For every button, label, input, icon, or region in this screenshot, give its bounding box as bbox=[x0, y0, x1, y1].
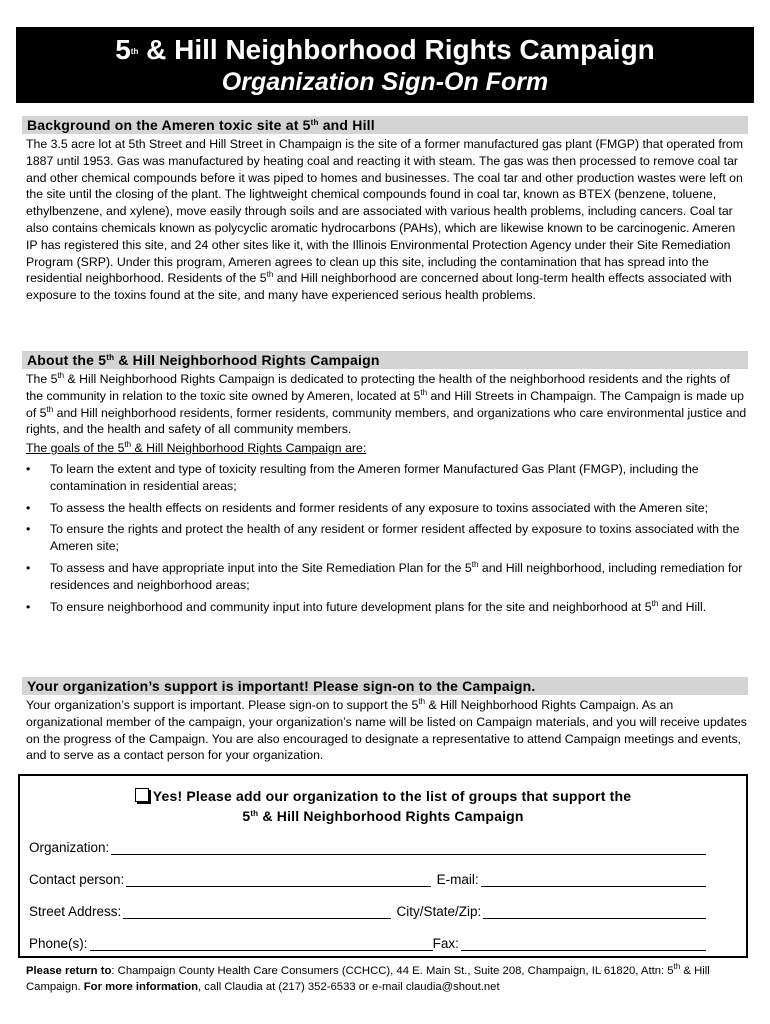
contact-label: Contact person: bbox=[29, 872, 125, 887]
list-item: • To assess the health effects on residents and former residents of any exposure to toxins associated with the Ameren site; bbox=[26, 500, 709, 515]
sign-on-checkbox[interactable] bbox=[135, 788, 149, 802]
goals-heading: The goals of the 5th & Hill Neighborhood Rights Campaign are: bbox=[26, 440, 367, 456]
street-address-field[interactable] bbox=[123, 904, 390, 919]
email-field[interactable] bbox=[481, 872, 706, 887]
street-address-label: Street Address: bbox=[29, 904, 122, 919]
address-row bbox=[29, 904, 706, 919]
support-heading: Your organization’s support is important! Please sign-on to the Campaign. bbox=[22, 677, 748, 695]
about-section bbox=[22, 351, 748, 620]
bullet-icon: • bbox=[26, 461, 31, 476]
form-subtitle: Organization Sign-On Form bbox=[221, 68, 549, 96]
background-paragraph: The 3.5 acre lot at 5th Street and Hill Street in Champaign is the site of a former manufactured gas plant (FMGP) that operated from 1887 until 1953. Gas was manufactured by heating coal and reacting it with steam. The gas was then processed to remove coal tar and other chemical compounds before it was piped to homes and businesses. The coal tar and other production wastes were left on the site until the closing of the plant. The lightweight chemical compounds found in coal tar, known as BTEX (benzene, toluene, ethylbenzene, and xylene), move easily through soils and are associated with various health problems, including cancers. Coal tar also contains chemicals known as polycyclic aromatic hydrocarbons (PAHs), which are likewise known to be carcinogenic. Ameren IP has registered this site, and 24 other sites like it, with the Illinois Environmental Protection Agency under their Site Remediation Program (SRP). Under this program, Ameren agrees to clean up this site, including the contamination that has spread into the residential neighborhood. Residents of the 5th and Hill neighborhood are concerned about long-term health effects associated with exposure to the toxins found at the site, and many have experienced serious health problems. bbox=[26, 137, 743, 303]
bullet-icon: • bbox=[26, 599, 31, 614]
phone-row bbox=[29, 936, 706, 951]
list-item: • To learn the extent and type of toxicity resulting from the Ameren former Manufactured Gas Plant (FMGP), including the contamination in residential areas; bbox=[26, 461, 699, 493]
city-state-zip-label: City/State/Zip: bbox=[396, 904, 482, 919]
list-item: • To assess and have appropriate input into the Site Remediation Plan for the 5th and Hill neighborhood, including remediation for residences and neighborhood areas; bbox=[26, 559, 743, 592]
campaign-title: 5th & Hill Neighborhood Rights Campaign bbox=[115, 34, 655, 65]
sign-on-form bbox=[18, 774, 748, 958]
support-paragraph: Your organization’s support is important. Please sign-on to support the 5th & Hill Neighborhood Rights Campaign. As an organizational member of the campaign, your organization’s name will be listed on Campaign materials, and you will receive updates on the progress of the Campaign. You are also encouraged to designate a representative to attend Campaign meetings and events, and to serve as a contact person for your organization. bbox=[26, 697, 747, 763]
background-section bbox=[22, 116, 748, 304]
list-item: • To ensure neighborhood and community input into future development plans for the site and neighborhood at 5th and Hill. bbox=[26, 598, 707, 614]
support-section bbox=[22, 677, 748, 764]
contact-person-field[interactable] bbox=[126, 872, 430, 887]
return-instructions: Please return to: Champaign County Health Care Consumers (CCHCC), 44 E. Main St., Suite 208, Champaign, IL 61820, Attn: 5th & Hill Campaign. For more information, call Claudia at (217) 352-6533 or e-mail claudia@shout.net bbox=[26, 962, 710, 993]
fax-field[interactable] bbox=[461, 936, 706, 951]
organization-label: Organization: bbox=[29, 840, 110, 855]
about-paragraph: The 5th & Hill Neighborhood Rights Campaign is dedicated to protecting the health of the neighborhood residents and the rights of the community in relation to the toxic site owned by Ameren, located at 5th and Hill Streets in Champaign. The Campaign is made up of 5th and Hill neighborhood residents, former residents, community members, and organizations who care environmental justice and rights, and the health and safety of all community members. bbox=[26, 371, 747, 437]
background-heading: Background on the Ameren toxic site at 5th and Hill bbox=[22, 116, 748, 134]
title-banner bbox=[16, 27, 754, 103]
bullet-icon: • bbox=[26, 560, 31, 575]
organization-field[interactable] bbox=[111, 840, 706, 855]
goals-list bbox=[22, 461, 748, 615]
phone-field[interactable] bbox=[90, 936, 433, 951]
bullet-icon: • bbox=[26, 500, 31, 515]
contact-row bbox=[29, 872, 706, 887]
fax-label: Fax: bbox=[432, 936, 459, 951]
form-heading: Yes! Please add our organization to the list of groups that support the 5th & Hill Neighborhood Rights Campaign bbox=[20, 786, 746, 826]
email-label: E-mail: bbox=[436, 872, 479, 887]
city-state-zip-field[interactable] bbox=[483, 904, 706, 919]
about-heading: About the 5th & Hill Neighborhood Rights Campaign bbox=[22, 351, 748, 369]
bullet-icon: • bbox=[26, 522, 31, 537]
organization-row bbox=[29, 840, 706, 855]
list-item: • To ensure the rights and protect the health of any resident or former resident affected by exposure to toxins associated with the Ameren site; bbox=[26, 522, 740, 554]
phone-label: Phone(s): bbox=[29, 936, 88, 951]
